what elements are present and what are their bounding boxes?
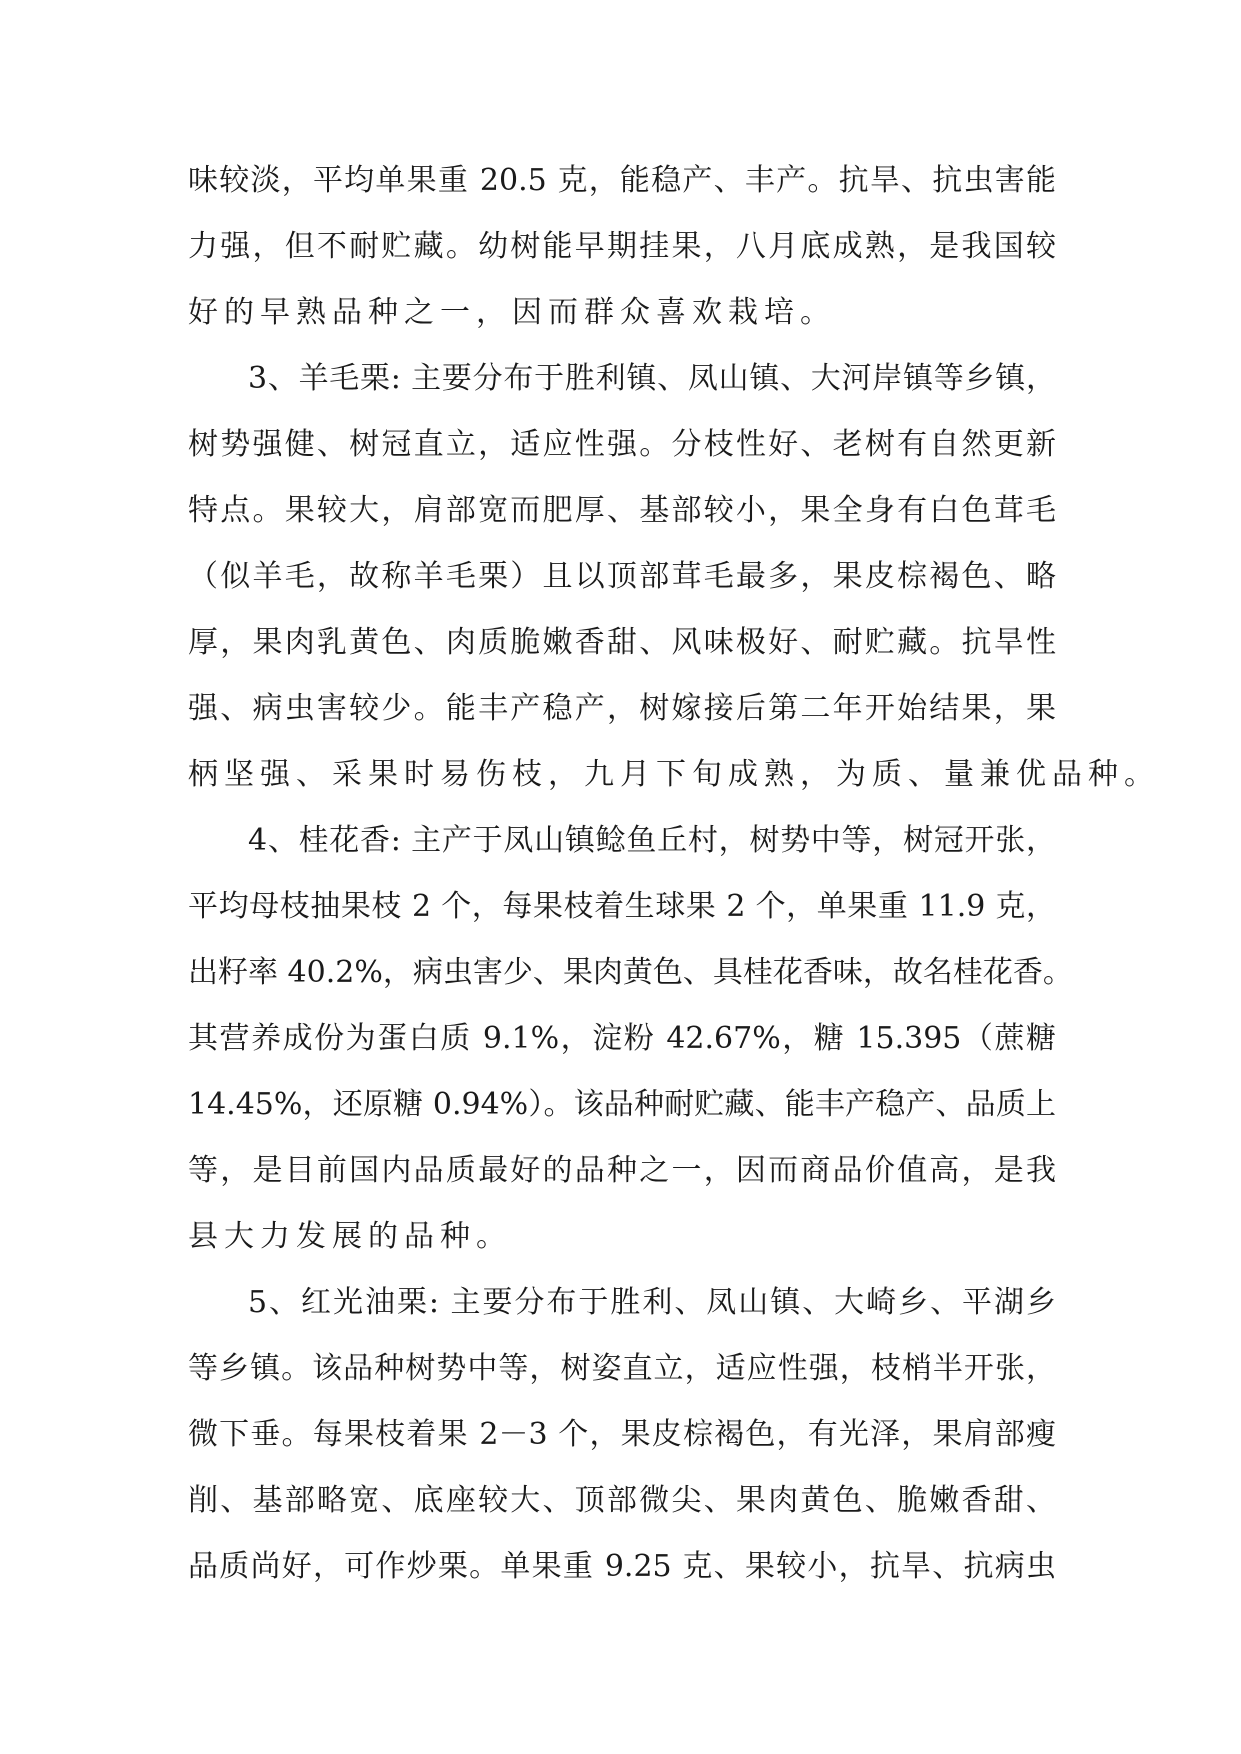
text-line: 县大力发展的品种。 <box>188 1219 512 1254</box>
text-line: 等，是目前国内品质最好的品种之一，因而商品价值高，是我 <box>188 1153 1056 1188</box>
text-line: 等乡镇。该品种树势中等，树姿直立，适应性强，枝梢半开张， <box>188 1351 1056 1386</box>
text-line: 树势强健、树冠直立，适应性强。分枝性好、老树有自然更新 <box>188 427 1056 462</box>
text-line: 品质尚好，可作炒栗。单果重 9.25 克、果较小，抗旱、抗病虫 <box>188 1549 1056 1584</box>
text-line: 削、基部略宽、底座较大、顶部微尖、果肉黄色、脆嫩香甜、 <box>188 1483 1056 1518</box>
text-line: 其营养成份为蛋白质 9.1%，淀粉 42.67%，糖 15.395（蔗糖 <box>188 1021 1056 1056</box>
text-line: 特点。果较大，肩部宽而肥厚、基部较小，果全身有白色茸毛 <box>188 493 1056 528</box>
text-line: 平均母枝抽果枝 2 个，每果枝着生球果 2 个，单果重 11.9 克， <box>188 889 1056 924</box>
text-line: 微下垂。每果枝着果 2－3 个，果皮棕褐色，有光泽，果肩部瘦 <box>188 1417 1056 1452</box>
text-line: 味较淡，平均单果重 20.5 克，能稳产、丰产。抗旱、抗虫害能 <box>188 163 1056 198</box>
text-line: 力强，但不耐贮藏。幼树能早期挂果，八月底成熟，是我国较 <box>188 229 1056 264</box>
paragraph-start-line: 4、桂花香: 主产于凤山镇鲶鱼丘村，树势中等，树冠开张， <box>248 823 1056 858</box>
text-line: 柄坚强、采果时易伤枝，九月下旬成熟，为质、量兼优品种。 <box>188 757 1160 792</box>
text-line: 14.45%，还原糖 0.94%）。该品种耐贮藏、能丰产稳产、品质上 <box>188 1087 1056 1122</box>
text-line: 好的早熟品种之一，因而群众喜欢栽培。 <box>188 295 836 330</box>
text-line: 出籽率 40.2%，病虫害少、果肉黄色、具桂花香味，故名桂花香。 <box>188 955 1073 990</box>
body-text <box>188 148 1160 1600</box>
paragraph-start-line: 5、红光油栗: 主要分布于胜利、凤山镇、大崎乡、平湖乡 <box>248 1285 1056 1320</box>
text-line: 厚，果肉乳黄色、肉质脆嫩香甜、风味极好、耐贮藏。抗旱性 <box>188 625 1056 660</box>
paragraph-start-line: 3、羊毛栗: 主要分布于胜利镇、凤山镇、大河岸镇等乡镇， <box>248 361 1056 396</box>
text-line: （似羊毛，故称羊毛栗）且以顶部茸毛最多，果皮棕褐色、略 <box>188 559 1056 594</box>
text-line: 强、病虫害较少。能丰产稳产，树嫁接后第二年开始结果，果 <box>188 691 1056 726</box>
